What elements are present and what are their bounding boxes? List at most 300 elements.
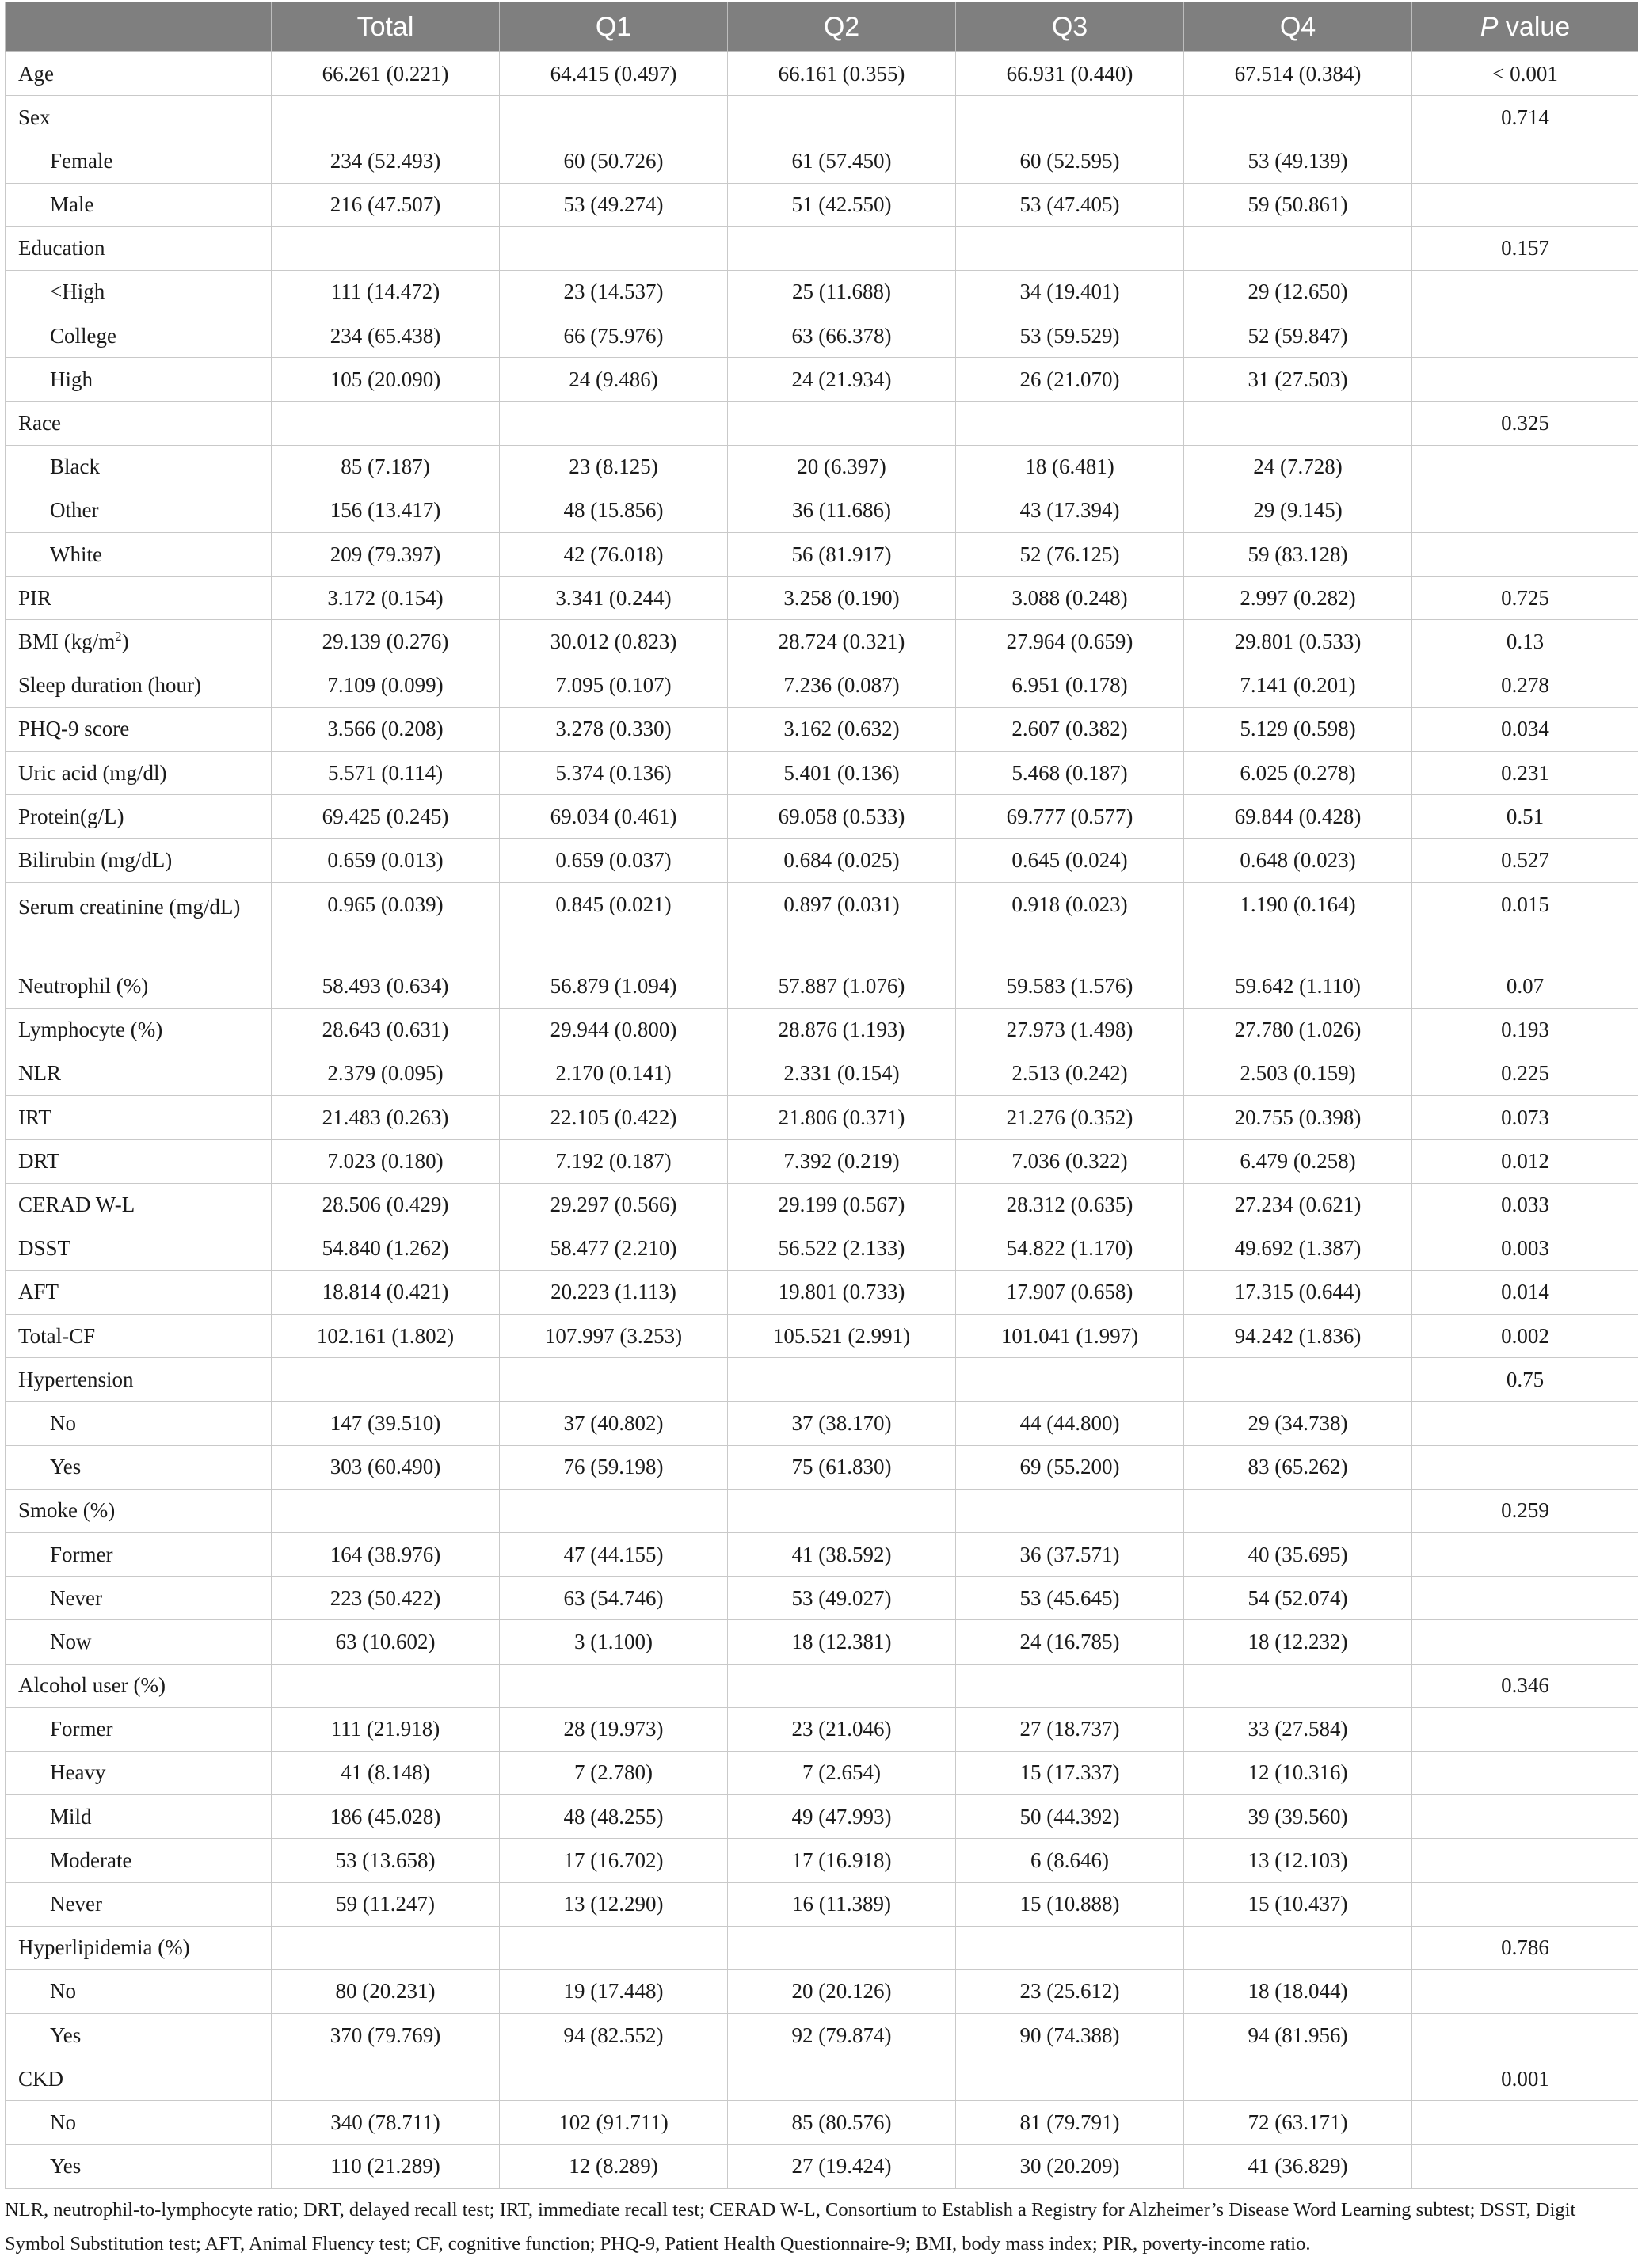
table-row xyxy=(6,1270,1638,1314)
value-cell: 102 (91.711) xyxy=(500,2101,728,2144)
value-cell: 12 (8.289) xyxy=(500,2144,728,2188)
value-cell: 2.379 (0.095) xyxy=(272,1052,500,1095)
value-cell xyxy=(728,1664,956,1707)
row-label-text: Hyperlipidemia (%) xyxy=(18,1935,190,1960)
value-cell: 7.023 (0.180) xyxy=(272,1140,500,1183)
value-cell: 59 (83.128) xyxy=(1184,533,1412,577)
row-label-text: Hypertension xyxy=(18,1367,134,1391)
value-cell: 2.170 (0.141) xyxy=(500,1052,728,1095)
table-row xyxy=(6,1751,1638,1794)
table-row xyxy=(6,1445,1638,1489)
row-label xyxy=(6,1227,272,1270)
value-cell: 12 (10.316) xyxy=(1184,1751,1412,1794)
value-cell: 13 (12.290) xyxy=(500,1882,728,1926)
value-cell: 102.161 (1.802) xyxy=(272,1315,500,1358)
value-cell xyxy=(956,401,1184,445)
value-cell xyxy=(1184,226,1412,270)
row-label xyxy=(6,795,272,839)
value-cell: 49.692 (1.387) xyxy=(1184,1227,1412,1270)
value-cell: 69.425 (0.245) xyxy=(272,795,500,839)
p-value-cell: 0.012 xyxy=(1412,1140,1638,1183)
value-cell: 63 (54.746) xyxy=(500,1577,728,1620)
table-row xyxy=(6,1489,1638,1532)
row-label xyxy=(6,2057,272,2101)
value-cell: 90 (74.388) xyxy=(956,2014,1184,2057)
value-cell xyxy=(272,1358,500,1402)
table-row xyxy=(6,401,1638,445)
value-cell: 156 (13.417) xyxy=(272,489,500,532)
value-cell: 3.172 (0.154) xyxy=(272,577,500,620)
value-cell: 110 (21.289) xyxy=(272,2144,500,2188)
p-value-cell: 0.13 xyxy=(1412,620,1638,664)
row-label-text: White xyxy=(50,542,102,566)
value-cell: 31 (27.503) xyxy=(1184,358,1412,401)
value-cell xyxy=(500,2057,728,2101)
row-label xyxy=(6,839,272,882)
value-cell: 72 (63.171) xyxy=(1184,2101,1412,2144)
value-cell: 37 (40.802) xyxy=(500,1402,728,1445)
value-cell: 28.724 (0.321) xyxy=(728,620,956,664)
value-cell: 58.477 (2.210) xyxy=(500,1227,728,1270)
value-cell: 2.607 (0.382) xyxy=(956,707,1184,751)
row-label xyxy=(6,1140,272,1183)
value-cell: 29.297 (0.566) xyxy=(500,1183,728,1227)
value-cell: 59 (50.861) xyxy=(1184,183,1412,226)
row-label xyxy=(6,1577,272,1620)
table-row xyxy=(6,183,1638,226)
row-label-text: Race xyxy=(18,411,61,435)
row-label-text: Neutrophil (%) xyxy=(18,974,149,999)
value-cell: 44 (44.800) xyxy=(956,1402,1184,1445)
value-cell: 303 (60.490) xyxy=(272,1445,500,1489)
value-cell xyxy=(956,1489,1184,1532)
value-cell: 59.642 (1.110) xyxy=(1184,965,1412,1008)
p-value-cell: 0.346 xyxy=(1412,1664,1638,1707)
p-value-cell xyxy=(1412,2144,1638,2188)
row-label xyxy=(6,1096,272,1140)
p-value-cell xyxy=(1412,1795,1638,1839)
row-label xyxy=(6,1315,272,1358)
table-row xyxy=(6,1969,1638,2013)
p-value-cell: 0.231 xyxy=(1412,752,1638,795)
value-cell xyxy=(728,96,956,139)
table-row xyxy=(6,882,1638,965)
value-cell: 27 (18.737) xyxy=(956,1707,1184,1751)
value-cell xyxy=(956,1926,1184,1969)
value-cell: 69.058 (0.533) xyxy=(728,795,956,839)
table-row xyxy=(6,52,1638,96)
value-cell: 28.312 (0.635) xyxy=(956,1183,1184,1227)
row-label xyxy=(6,533,272,577)
value-cell: 64.415 (0.497) xyxy=(500,52,728,96)
value-cell xyxy=(1184,1926,1412,1969)
p-value-cell xyxy=(1412,1445,1638,1489)
value-cell: 49 (47.993) xyxy=(728,1795,956,1839)
value-cell: 3.162 (0.632) xyxy=(728,707,956,751)
table-row xyxy=(6,839,1638,882)
table-row xyxy=(6,445,1638,489)
row-label-suffix: ) xyxy=(121,629,129,653)
value-cell: 17 (16.918) xyxy=(728,1839,956,1882)
value-cell xyxy=(1184,401,1412,445)
row-label xyxy=(6,1052,272,1095)
row-label-text: NLR xyxy=(18,1061,61,1086)
row-label-text: Former xyxy=(50,1717,113,1741)
row-label xyxy=(6,445,272,489)
row-label-text: Age xyxy=(18,61,54,86)
table-row xyxy=(6,358,1638,401)
value-cell: 7 (2.780) xyxy=(500,1751,728,1794)
value-cell: 6.951 (0.178) xyxy=(956,664,1184,707)
row-label xyxy=(6,1882,272,1926)
value-cell: 34 (19.401) xyxy=(956,270,1184,314)
p-value-cell: 0.259 xyxy=(1412,1489,1638,1532)
row-label-text: Moderate xyxy=(50,1848,132,1872)
value-cell: 54 (52.074) xyxy=(1184,1577,1412,1620)
row-label xyxy=(6,577,272,620)
value-cell: 107.997 (3.253) xyxy=(500,1315,728,1358)
value-cell: 29.944 (0.800) xyxy=(500,1008,728,1052)
value-cell: 30.012 (0.823) xyxy=(500,620,728,664)
row-label xyxy=(6,1402,272,1445)
value-cell: 29.199 (0.567) xyxy=(728,1183,956,1227)
value-cell: 7.109 (0.099) xyxy=(272,664,500,707)
value-cell xyxy=(956,2057,1184,2101)
value-cell: 223 (50.422) xyxy=(272,1577,500,1620)
value-cell: 17.315 (0.644) xyxy=(1184,1270,1412,1314)
p-value-cell xyxy=(1412,1707,1638,1751)
value-cell: 69.844 (0.428) xyxy=(1184,795,1412,839)
value-cell: 27.964 (0.659) xyxy=(956,620,1184,664)
value-cell xyxy=(500,1489,728,1532)
value-cell: 60 (50.726) xyxy=(500,139,728,183)
p-value-cell xyxy=(1412,1402,1638,1445)
row-label-text: Other xyxy=(50,498,99,523)
value-cell: 3.088 (0.248) xyxy=(956,577,1184,620)
p-value-cell xyxy=(1412,489,1638,532)
value-cell: 0.897 (0.031) xyxy=(728,882,956,965)
p-value-cell: 0.786 xyxy=(1412,1926,1638,1969)
table-row xyxy=(6,2014,1638,2057)
value-cell: 24 (16.785) xyxy=(956,1620,1184,1664)
p-value-cell xyxy=(1412,270,1638,314)
table-row xyxy=(6,2057,1638,2101)
value-cell: 29 (9.145) xyxy=(1184,489,1412,532)
p-value-cell: 0.725 xyxy=(1412,577,1638,620)
table-row xyxy=(6,2101,1638,2144)
value-cell xyxy=(1184,1358,1412,1402)
value-cell: 27.780 (1.026) xyxy=(1184,1008,1412,1052)
value-cell xyxy=(1184,2057,1412,2101)
p-value-cell: 0.157 xyxy=(1412,226,1638,270)
value-cell: 53 (49.139) xyxy=(1184,139,1412,183)
value-cell: 0.645 (0.024) xyxy=(956,839,1184,882)
row-label xyxy=(6,489,272,532)
p-value-cell xyxy=(1412,183,1638,226)
value-cell: 111 (21.918) xyxy=(272,1707,500,1751)
value-cell xyxy=(272,1489,500,1532)
value-cell: 186 (45.028) xyxy=(272,1795,500,1839)
value-cell: 13 (12.103) xyxy=(1184,1839,1412,1882)
value-cell: 53 (13.658) xyxy=(272,1839,500,1882)
row-label-text: No xyxy=(50,2110,76,2134)
value-cell: 17 (16.702) xyxy=(500,1839,728,1882)
value-cell xyxy=(1184,1664,1412,1707)
row-label-text: Alcohol user (%) xyxy=(18,1673,166,1698)
value-cell: 92 (79.874) xyxy=(728,2014,956,2057)
table-row xyxy=(6,2144,1638,2188)
p-value-cell: 0.003 xyxy=(1412,1227,1638,1270)
value-cell: 53 (59.529) xyxy=(956,314,1184,358)
value-cell: 164 (38.976) xyxy=(272,1533,500,1577)
value-cell: 59 (11.247) xyxy=(272,1882,500,1926)
value-cell: 26 (21.070) xyxy=(956,358,1184,401)
value-cell: 23 (8.125) xyxy=(500,445,728,489)
value-cell: 67.514 (0.384) xyxy=(1184,52,1412,96)
row-label xyxy=(6,882,272,965)
p-value-cell xyxy=(1412,445,1638,489)
p-value-cell xyxy=(1412,1577,1638,1620)
header-cell-q4: Q4 xyxy=(1184,2,1412,52)
p-value-cell xyxy=(1412,2014,1638,2057)
value-cell xyxy=(272,1926,500,1969)
p-value-cell: 0.714 xyxy=(1412,96,1638,139)
value-cell: 25 (11.688) xyxy=(728,270,956,314)
value-cell: 24 (9.486) xyxy=(500,358,728,401)
value-cell: 27 (19.424) xyxy=(728,2144,956,2188)
value-cell: 370 (79.769) xyxy=(272,2014,500,2057)
value-cell xyxy=(728,1489,956,1532)
row-label xyxy=(6,401,272,445)
value-cell xyxy=(728,1926,956,1969)
row-label xyxy=(6,1445,272,1489)
value-cell: 20.223 (1.113) xyxy=(500,1270,728,1314)
row-label xyxy=(6,270,272,314)
row-label xyxy=(6,52,272,96)
table-row xyxy=(6,1402,1638,1445)
value-cell: 20.755 (0.398) xyxy=(1184,1096,1412,1140)
value-cell: 105.521 (2.991) xyxy=(728,1315,956,1358)
row-label-text: Protein(g/L) xyxy=(18,804,124,828)
row-label xyxy=(6,1664,272,1707)
table-row xyxy=(6,1882,1638,1926)
value-cell: 23 (25.612) xyxy=(956,1969,1184,2013)
value-cell: 7.095 (0.107) xyxy=(500,664,728,707)
value-cell: 18 (18.044) xyxy=(1184,1969,1412,2013)
value-cell xyxy=(500,96,728,139)
value-cell: 5.571 (0.114) xyxy=(272,752,500,795)
row-label xyxy=(6,96,272,139)
value-cell: 75 (61.830) xyxy=(728,1445,956,1489)
row-label-text: IRT xyxy=(18,1105,51,1129)
value-cell: 234 (65.438) xyxy=(272,314,500,358)
value-cell: 94 (82.552) xyxy=(500,2014,728,2057)
table-row xyxy=(6,1183,1638,1227)
value-cell: 7 (2.654) xyxy=(728,1751,956,1794)
table-row xyxy=(6,1620,1638,1664)
value-cell: 56.522 (2.133) xyxy=(728,1227,956,1270)
value-cell: 41 (8.148) xyxy=(272,1751,500,1794)
table-row xyxy=(6,1140,1638,1183)
value-cell xyxy=(1184,96,1412,139)
value-cell: 15 (10.888) xyxy=(956,1882,1184,1926)
value-cell: 0.659 (0.037) xyxy=(500,839,728,882)
value-cell: 18 (6.481) xyxy=(956,445,1184,489)
p-value-cell: < 0.001 xyxy=(1412,52,1638,96)
header-cell-p-value xyxy=(1412,2,1638,52)
value-cell xyxy=(272,2057,500,2101)
value-cell: 7.192 (0.187) xyxy=(500,1140,728,1183)
value-cell: 6 (8.646) xyxy=(956,1839,1184,1882)
table-row xyxy=(6,533,1638,577)
value-cell: 0.648 (0.023) xyxy=(1184,839,1412,882)
value-cell: 63 (10.602) xyxy=(272,1620,500,1664)
table-row xyxy=(6,1533,1638,1577)
value-cell: 53 (49.027) xyxy=(728,1577,956,1620)
value-cell: 20 (6.397) xyxy=(728,445,956,489)
baseline-characteristics-table xyxy=(5,2,1638,2189)
row-label-text: Bilirubin (mg/dL) xyxy=(18,847,173,872)
p-value-cell: 0.51 xyxy=(1412,795,1638,839)
value-cell: 23 (21.046) xyxy=(728,1707,956,1751)
value-cell: 39 (39.560) xyxy=(1184,1795,1412,1839)
value-cell: 216 (47.507) xyxy=(272,183,500,226)
row-label-text: Uric acid (mg/dl) xyxy=(18,760,167,785)
value-cell: 18.814 (0.421) xyxy=(272,1270,500,1314)
p-value-cell: 0.014 xyxy=(1412,1270,1638,1314)
row-label xyxy=(6,620,272,664)
value-cell: 7.236 (0.087) xyxy=(728,664,956,707)
table-row xyxy=(6,1839,1638,1882)
p-value-cell: 0.225 xyxy=(1412,1052,1638,1095)
row-label xyxy=(6,1707,272,1751)
value-cell: 94.242 (1.836) xyxy=(1184,1315,1412,1358)
p-value-word: value xyxy=(1505,11,1571,42)
table-row xyxy=(6,139,1638,183)
value-cell: 15 (17.337) xyxy=(956,1751,1184,1794)
value-cell: 57.887 (1.076) xyxy=(728,965,956,1008)
value-cell: 19.801 (0.733) xyxy=(728,1270,956,1314)
table-row xyxy=(6,577,1638,620)
value-cell: 80 (20.231) xyxy=(272,1969,500,2013)
p-value-cell: 0.527 xyxy=(1412,839,1638,882)
p-value-cell xyxy=(1412,314,1638,358)
p-value-cell: 0.193 xyxy=(1412,1008,1638,1052)
value-cell: 66.261 (0.221) xyxy=(272,52,500,96)
value-cell: 66 (75.976) xyxy=(500,314,728,358)
p-letter: P xyxy=(1480,11,1499,42)
table-row xyxy=(6,1096,1638,1140)
value-cell: 27.973 (1.498) xyxy=(956,1008,1184,1052)
row-label-text: Male xyxy=(50,192,94,217)
value-cell: 28 (19.973) xyxy=(500,1707,728,1751)
row-label xyxy=(6,1795,272,1839)
value-cell: 3.258 (0.190) xyxy=(728,577,956,620)
value-cell: 27.234 (0.621) xyxy=(1184,1183,1412,1227)
value-cell: 41 (38.592) xyxy=(728,1533,956,1577)
row-label xyxy=(6,1358,272,1402)
value-cell: 37 (38.170) xyxy=(728,1402,956,1445)
value-cell: 19 (17.448) xyxy=(500,1969,728,2013)
value-cell: 66.931 (0.440) xyxy=(956,52,1184,96)
value-cell: 16 (11.389) xyxy=(728,1882,956,1926)
value-cell xyxy=(728,401,956,445)
row-label xyxy=(6,1270,272,1314)
value-cell: 53 (47.405) xyxy=(956,183,1184,226)
row-label xyxy=(6,2144,272,2188)
value-cell: 61 (57.450) xyxy=(728,139,956,183)
value-cell: 48 (15.856) xyxy=(500,489,728,532)
value-cell: 28.506 (0.429) xyxy=(272,1183,500,1227)
row-label-text: CERAD W-L xyxy=(18,1193,135,1216)
row-label-superscript: 2 xyxy=(115,628,122,644)
value-cell: 56 (81.917) xyxy=(728,533,956,577)
value-cell: 3.566 (0.208) xyxy=(272,707,500,751)
value-cell xyxy=(272,96,500,139)
value-cell: 53 (49.274) xyxy=(500,183,728,226)
value-cell: 69.034 (0.461) xyxy=(500,795,728,839)
value-cell: 7.036 (0.322) xyxy=(956,1140,1184,1183)
row-label-text: DSST xyxy=(18,1236,71,1261)
value-cell: 20 (20.126) xyxy=(728,1969,956,2013)
row-label xyxy=(6,358,272,401)
value-cell: 24 (7.728) xyxy=(1184,445,1412,489)
value-cell xyxy=(500,1664,728,1707)
p-value-cell xyxy=(1412,1839,1638,1882)
value-cell: 69.777 (0.577) xyxy=(956,795,1184,839)
value-cell: 18 (12.381) xyxy=(728,1620,956,1664)
row-label xyxy=(6,139,272,183)
value-cell xyxy=(500,1358,728,1402)
value-cell: 3.341 (0.244) xyxy=(500,577,728,620)
value-cell: 21.483 (0.263) xyxy=(272,1096,500,1140)
row-label-text: CKD xyxy=(18,2066,64,2091)
value-cell: 101.041 (1.997) xyxy=(956,1315,1184,1358)
row-label xyxy=(6,183,272,226)
p-value-cell: 0.001 xyxy=(1412,2057,1638,2101)
value-cell: 29.801 (0.533) xyxy=(1184,620,1412,664)
p-value-cell: 0.75 xyxy=(1412,1358,1638,1402)
value-cell: 15 (10.437) xyxy=(1184,1882,1412,1926)
value-cell: 0.684 (0.025) xyxy=(728,839,956,882)
value-cell: 52 (59.847) xyxy=(1184,314,1412,358)
p-value-cell xyxy=(1412,1969,1638,2013)
header-cell-q3: Q3 xyxy=(956,2,1184,52)
value-cell: 21.276 (0.352) xyxy=(956,1096,1184,1140)
value-cell: 36 (11.686) xyxy=(728,489,956,532)
value-cell: 5.374 (0.136) xyxy=(500,752,728,795)
value-cell: 81 (79.791) xyxy=(956,2101,1184,2144)
value-cell xyxy=(728,2057,956,2101)
table-row xyxy=(6,226,1638,270)
p-value-cell: 0.034 xyxy=(1412,707,1638,751)
row-label-text: Yes xyxy=(50,2023,82,2047)
row-label-text: Education xyxy=(18,236,105,261)
table-header-row xyxy=(6,2,1638,52)
row-label-text: High xyxy=(50,367,93,391)
row-label xyxy=(6,1533,272,1577)
row-label-text: Mild xyxy=(50,1804,92,1828)
value-cell: 94 (81.956) xyxy=(1184,2014,1412,2057)
value-cell: 58.493 (0.634) xyxy=(272,965,500,1008)
row-label xyxy=(6,2101,272,2144)
table-row xyxy=(6,1664,1638,1707)
value-cell: 42 (76.018) xyxy=(500,533,728,577)
table-row xyxy=(6,314,1638,358)
row-label xyxy=(6,1620,272,1664)
row-label-text: Black xyxy=(50,455,100,479)
row-label-text: Serum creatinine (mg/dL) xyxy=(18,894,241,919)
